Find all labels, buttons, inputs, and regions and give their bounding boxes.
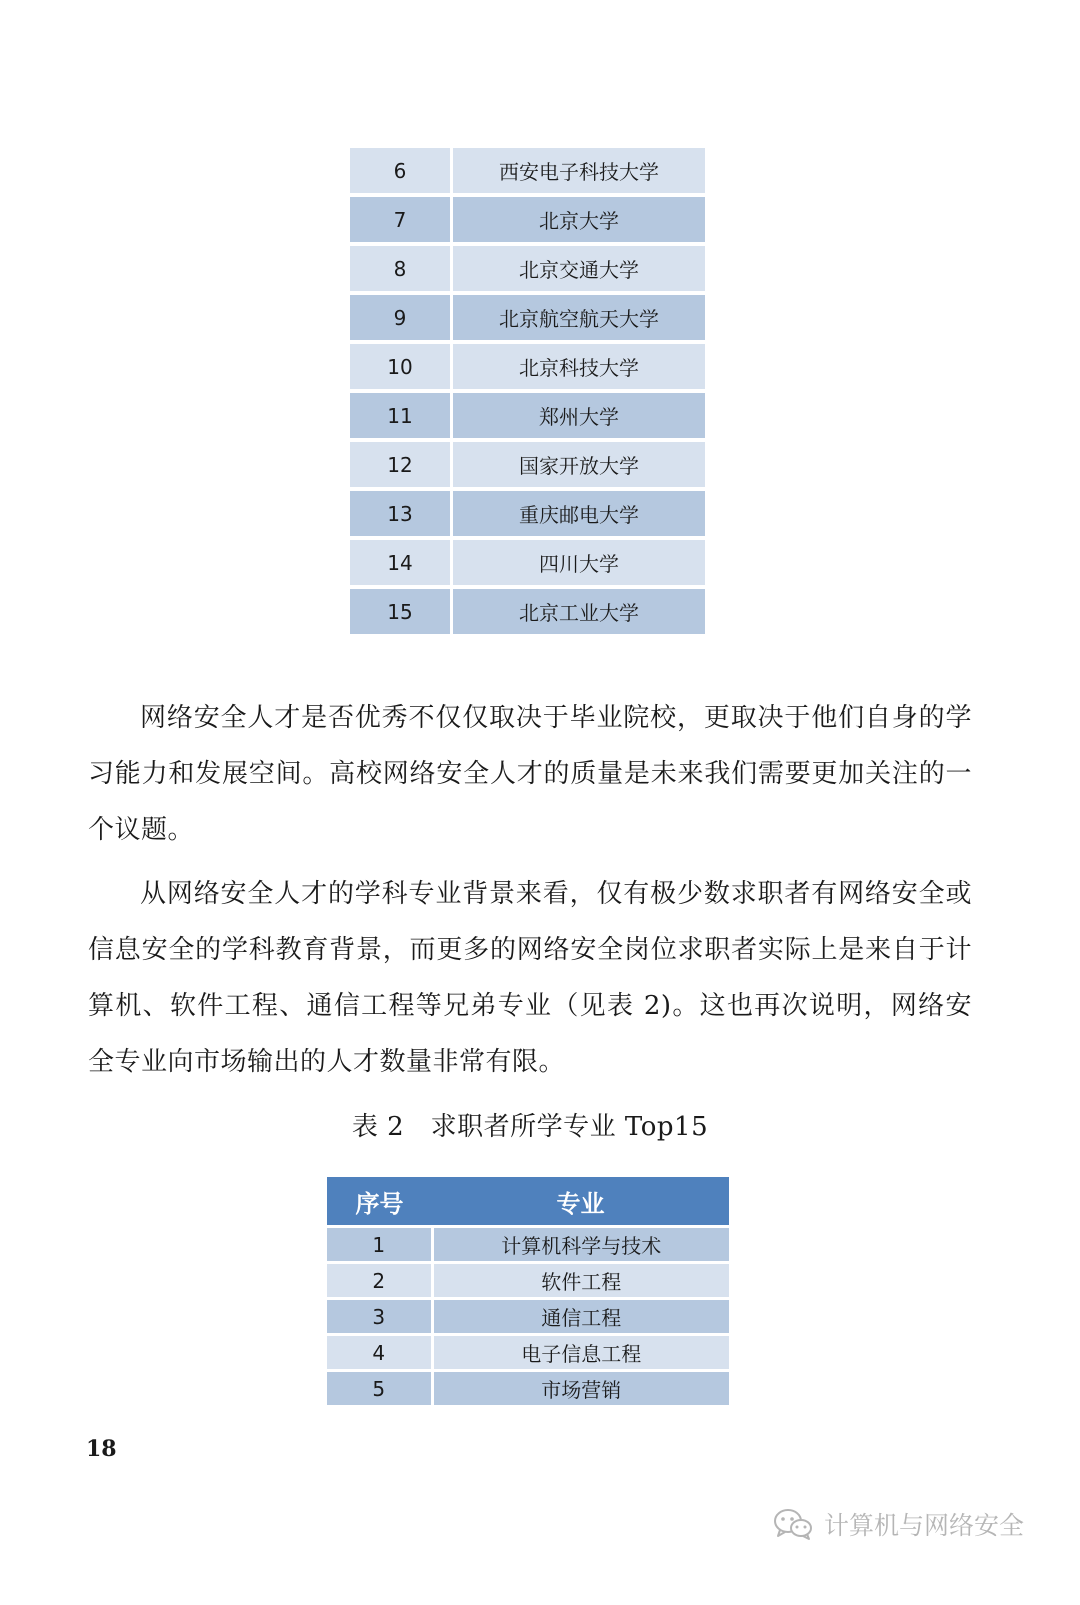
rank-cell: 2 bbox=[327, 1263, 432, 1299]
header-index: 序号 bbox=[327, 1177, 432, 1227]
header-major: 专业 bbox=[432, 1177, 729, 1227]
university-cell: 重庆邮电大学 bbox=[452, 489, 706, 538]
rank-cell: 9 bbox=[350, 293, 452, 342]
table-row bbox=[350, 195, 705, 244]
university-cell: 郑州大学 bbox=[452, 391, 706, 440]
university-cell: 北京交通大学 bbox=[452, 244, 706, 293]
table-row bbox=[350, 244, 705, 293]
table-row bbox=[350, 391, 705, 440]
rank-cell: 10 bbox=[350, 342, 452, 391]
rank-cell: 13 bbox=[350, 489, 452, 538]
major-cell: 计算机科学与技术 bbox=[432, 1227, 729, 1263]
university-table bbox=[350, 148, 705, 638]
table-row bbox=[350, 342, 705, 391]
table-row bbox=[327, 1371, 729, 1407]
major-cell: 通信工程 bbox=[432, 1299, 729, 1335]
body-paragraph: 网络安全人才是否优秀不仅仅取决于毕业院校，更取决于他们自身的学习能力和发展空间。高校网络安全人才的质量是未来我们需要更加关注的一个议题。 bbox=[88, 703, 972, 845]
university-cell: 北京工业大学 bbox=[452, 587, 706, 636]
university-cell: 西安电子科技大学 bbox=[452, 148, 706, 195]
rank-cell: 3 bbox=[327, 1299, 432, 1335]
table-row bbox=[350, 587, 705, 636]
rank-cell: 11 bbox=[350, 391, 452, 440]
table-header-row bbox=[327, 1177, 729, 1227]
table-row bbox=[327, 1335, 729, 1371]
rank-cell: 5 bbox=[327, 1371, 432, 1407]
rank-cell: 1 bbox=[327, 1227, 432, 1263]
watermark-text: 计算机与网络安全 bbox=[823, 1511, 1024, 1540]
table-row bbox=[327, 1227, 729, 1263]
major-table bbox=[327, 1177, 729, 1408]
rank-cell: 4 bbox=[327, 1335, 432, 1371]
page-number: 18 bbox=[86, 1436, 117, 1462]
university-cell: 北京航空航天大学 bbox=[452, 293, 706, 342]
major-cell: 软件工程 bbox=[432, 1263, 729, 1299]
table-row bbox=[327, 1263, 729, 1299]
major-cell: 电子信息工程 bbox=[432, 1335, 729, 1371]
body-paragraph: 从网络安全人才的学科专业背景来看，仅有极少数求职者有网络安全或信息安全的学科教育背景，而更多的网络安全岗位求职者实际上是来自于计算机、软件工程、通信工程等兄弟专业（见表 2)。这也再次说明，网络安全专业向市场输出的人才数量非常有限。 bbox=[88, 879, 972, 1077]
university-cell: 国家开放大学 bbox=[452, 440, 706, 489]
table-row bbox=[350, 538, 705, 587]
rank-cell: 7 bbox=[350, 195, 452, 244]
table-row bbox=[327, 1299, 729, 1335]
table-row bbox=[350, 148, 705, 195]
university-cell: 北京科技大学 bbox=[452, 342, 706, 391]
wechat-icon bbox=[772, 1507, 814, 1541]
table-caption: 表 2 求职者所学专业 Top15 bbox=[351, 1112, 709, 1142]
rank-cell: 14 bbox=[350, 538, 452, 587]
rank-cell: 6 bbox=[350, 148, 452, 195]
rank-cell: 8 bbox=[350, 244, 452, 293]
major-cell: 市场营销 bbox=[432, 1371, 729, 1407]
rank-cell: 15 bbox=[350, 587, 452, 636]
university-cell: 四川大学 bbox=[452, 538, 706, 587]
watermark bbox=[772, 1506, 1024, 1542]
university-cell: 北京大学 bbox=[452, 195, 706, 244]
rank-cell: 12 bbox=[350, 440, 452, 489]
table-row bbox=[350, 440, 705, 489]
table-row bbox=[350, 489, 705, 538]
table-row bbox=[350, 293, 705, 342]
